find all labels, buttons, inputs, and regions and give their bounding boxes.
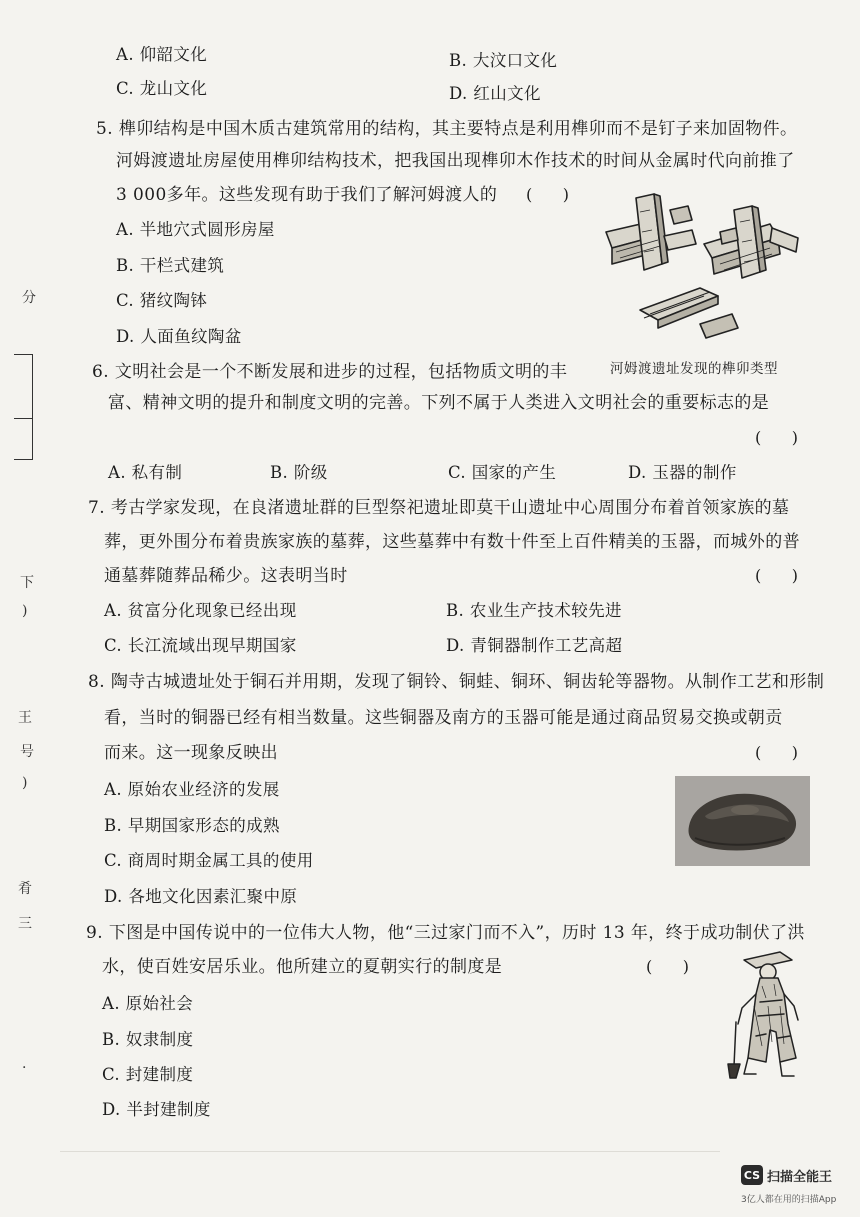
q6-answer-bracket: ( ) — [755, 428, 798, 447]
q8-stem-line3: 而来。这一现象反映出 — [104, 743, 278, 763]
q6-option-a: A. 私有制 — [108, 463, 183, 482]
margin-mark-7: 肴 — [18, 881, 32, 897]
q8-stem-line1: 8. 陶寺古城遗址处于铜石并用期，发现了铜铃、铜蛙、铜环、铜齿轮等器物。从制作工艺和形制 — [88, 672, 825, 692]
q5-option-a: A. 半地穴式圆形房屋 — [116, 220, 275, 239]
q7-stem-line1: 7. 考古学家发现，在良渚遗址群的巨型祭祀遗址即莫干山遗址中心周围分布着首领家族的墓 — [88, 498, 790, 518]
q8-stem-line2: 看，当时的铜器已经有相当数量。这些铜器及南方的玉器可能是通过商品贸易交换或朝贡 — [104, 708, 783, 728]
q5-figure-caption: 河姆渡遗址发现的榫卯类型 — [610, 361, 778, 377]
q5-answer-bracket: ( ) — [526, 185, 569, 204]
q5-option-c: C. 猪纹陶钵 — [116, 291, 208, 310]
q7-stem-line3: 通墓葬随葬品稀少。这表明当时 — [104, 566, 348, 586]
q8-option-a: A. 原始农业经济的发展 — [104, 780, 280, 799]
q4-option-d: D. 红山文化 — [449, 84, 541, 103]
margin-mark-1: 分 — [22, 290, 36, 306]
q5-option-d: D. 人面鱼纹陶盆 — [116, 327, 242, 346]
margin-mark-5: 号 — [20, 744, 34, 760]
margin-bracket — [14, 354, 33, 460]
scanner-app-tagline: 3亿人都在用的扫描App — [741, 1195, 837, 1205]
q5-stem-line2: 河姆渡遗址房屋使用榫卯结构技术，把我国出现榫卯木作技术的时间从金属时代向前推了 — [116, 151, 795, 171]
margin-mark-9: · — [22, 1060, 27, 1076]
q8-answer-bracket: ( ) — [755, 743, 798, 762]
q6-stem-line2: 富、精神文明的提升和制度文明的完善。下列不属于人类进入文明社会的重要标志的是 — [108, 393, 770, 413]
q6-option-b: B. 阶级 — [270, 463, 328, 482]
q8-option-b: B. 早期国家形态的成熟 — [104, 816, 280, 835]
margin-mark-2: 下 — [20, 575, 34, 591]
margin-bracket-divider — [14, 418, 32, 419]
q7-option-c: C. 长江流域出现早期国家 — [104, 636, 297, 655]
q5-option-b: B. 干栏式建筑 — [116, 256, 225, 275]
q5-stem-line3: 3 000多年。这些发现有助于我们了解河姆渡人的 — [116, 185, 498, 205]
artifact-photo — [675, 776, 810, 866]
q4-option-c: C. 龙山文化 — [116, 79, 208, 98]
q9-option-d: D. 半封建制度 — [102, 1100, 211, 1119]
q6-option-d: D. 玉器的制作 — [628, 463, 737, 482]
q7-option-d: D. 青铜器制作工艺高超 — [446, 636, 623, 655]
q7-option-b: B. 农业生产技术较先进 — [446, 601, 622, 620]
q7-stem-line2: 葬，更外围分布着贵族家族的墓葬，这些墓葬中有数十件至上百件精美的玉器，而城外的普 — [104, 532, 800, 552]
q9-option-b: B. 奴隶制度 — [102, 1030, 194, 1049]
da-yu-figure — [722, 946, 812, 1084]
q9-answer-bracket: ( ) — [646, 957, 689, 976]
q8-option-d: D. 各地文化因素汇聚中原 — [104, 887, 298, 906]
footer-divider — [60, 1151, 720, 1152]
q9-option-c: C. 封建制度 — [102, 1065, 194, 1084]
q8-option-c: C. 商周时期金属工具的使用 — [104, 851, 314, 870]
q5-stem-line1: 5. 榫卯结构是中国木质古建筑常用的结构，其主要特点是利用榫卯而不是钉子来加固物件。 — [96, 119, 798, 139]
margin-mark-4: 王 — [18, 710, 32, 726]
mortise-tenon-illustration — [600, 192, 805, 347]
q4-option-a: A. 仰韶文化 — [116, 45, 208, 64]
q6-stem-line1: 6. 文明社会是一个不断发展和进步的过程，包括物质文明的丰 — [92, 362, 568, 382]
q9-stem-line2: 水，使百姓安居乐业。他所建立的夏朝实行的制度是 — [102, 957, 503, 977]
margin-mark-3: ) — [22, 603, 28, 619]
q6-option-c: C. 国家的产生 — [448, 463, 557, 482]
camscanner-logo-icon: CS — [741, 1165, 763, 1185]
q4-option-b: B. 大汶口文化 — [449, 51, 558, 70]
q7-answer-bracket: ( ) — [755, 566, 798, 585]
scanner-app-name: 扫描全能王 — [767, 1170, 833, 1185]
q9-option-a: A. 原始社会 — [102, 994, 194, 1013]
q9-stem-line1: 9. 下图是中国传说中的一位伟大人物，他“三过家门而不入”，历时 13 年，终于成功制伏了洪 — [86, 923, 805, 943]
margin-mark-6: ) — [22, 775, 28, 791]
margin-mark-8: 三 — [18, 916, 32, 932]
q7-option-a: A. 贫富分化现象已经出现 — [104, 601, 297, 620]
